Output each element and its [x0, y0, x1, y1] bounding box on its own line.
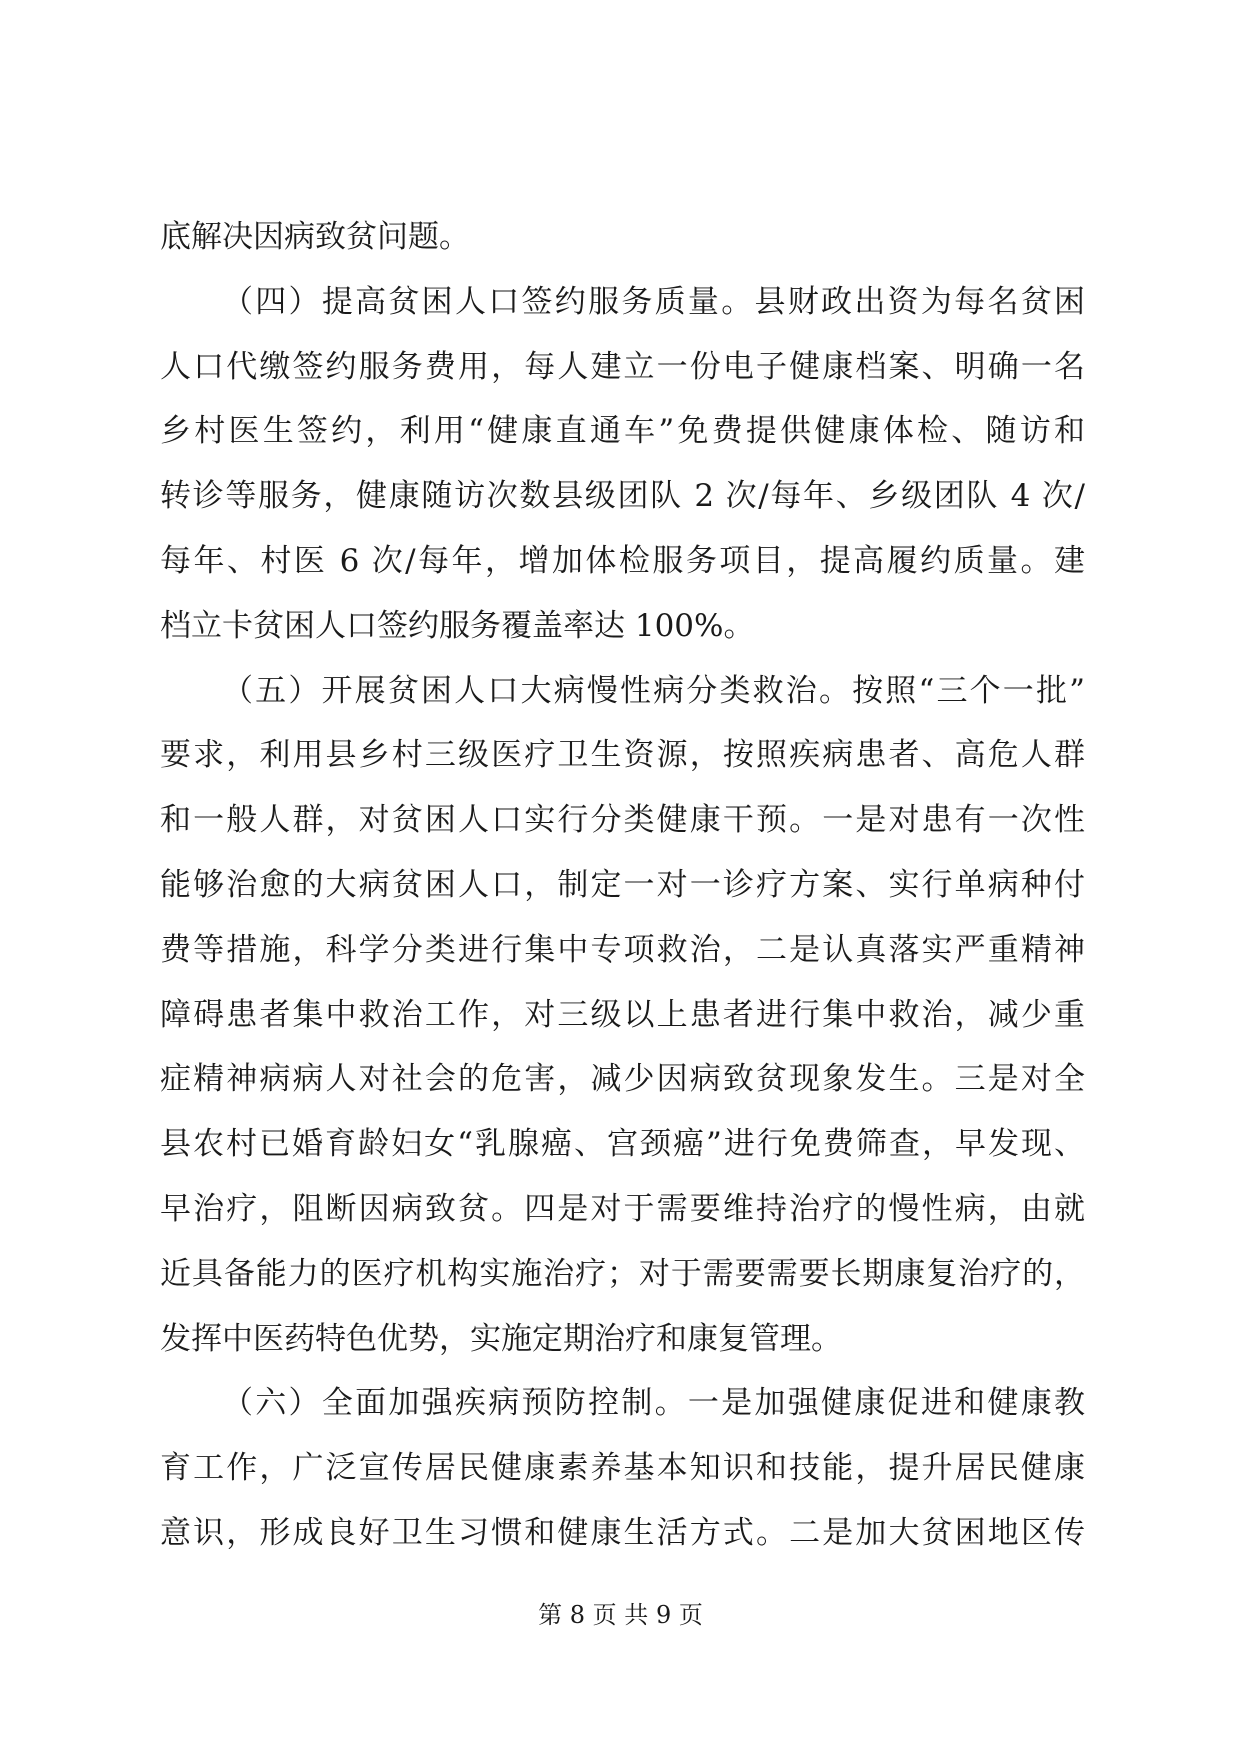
- text-line: 每年、村医 6 次/每年，增加体检服务项目，提高履约质量。建: [160, 542, 1085, 579]
- body-text: [160, 205, 1085, 1566]
- text-line: 发挥中医药特色优势，实施定期治疗和康复管理。: [160, 1320, 842, 1357]
- text-line: 人口代缴签约服务费用，每人建立一份电子健康档案、明确一名: [160, 348, 1085, 385]
- text-line: 意识，形成良好卫生习惯和健康生活方式。二是加大贫困地区传: [160, 1514, 1085, 1551]
- text-line: 能够治愈的大病贫困人口，制定一对一诊疗方案、实行单病种付: [160, 866, 1085, 903]
- text-line: 和一般人群，对贫困人口实行分类健康干预。一是对患有一次性: [160, 802, 1085, 839]
- text-line: 症精神病病人对社会的危害，减少因病致贫现象发生。三是对全: [160, 1061, 1085, 1098]
- text-line: 底解决因病致贫问题。: [160, 219, 470, 255]
- text-line: 转诊等服务，健康随访次数县级团队 2 次/每年、乡级团队 4 次/: [160, 478, 1085, 515]
- page-number-footer: 第 8 页 共 9 页: [538, 1601, 703, 1629]
- text-line: 早治疗，阻断因病致贫。四是对于需要维持治疗的慢性病，由就: [160, 1190, 1085, 1227]
- text-line: 县农村已婚育龄妇女“乳腺癌、宫颈癌”进行免费筛查，早发现、: [160, 1126, 1085, 1163]
- text-line: 档立卡贫困人口签约服务覆盖率达 100%。: [160, 607, 755, 644]
- text-line: 近具备能力的医疗机构实施治疗；对于需要需要长期康复治疗的，: [160, 1255, 1085, 1292]
- paragraph-start-line: （六）全面加强疾病预防控制。一是加强健康促进和健康教: [222, 1385, 1085, 1422]
- paragraph-start-line: （四）提高贫困人口签约服务质量。县财政出资为每名贫困: [222, 283, 1085, 320]
- text-line: 乡村医生签约，利用“健康直通车”免费提供健康体检、随访和: [160, 413, 1085, 450]
- paragraph-start-line: （五）开展贫困人口大病慢性病分类救治。按照“三个一批”: [222, 672, 1085, 709]
- text-line: 障碍患者集中救治工作，对三级以上患者进行集中救治，减少重: [160, 996, 1085, 1033]
- text-line: 费等措施，科学分类进行集中专项救治，二是认真落实严重精神: [160, 931, 1085, 968]
- text-line: 育工作，广泛宣传居民健康素养基本知识和技能，提升居民健康: [160, 1450, 1085, 1487]
- text-line: 要求，利用县乡村三级医疗卫生资源，按照疾病患者、高危人群: [160, 737, 1085, 774]
